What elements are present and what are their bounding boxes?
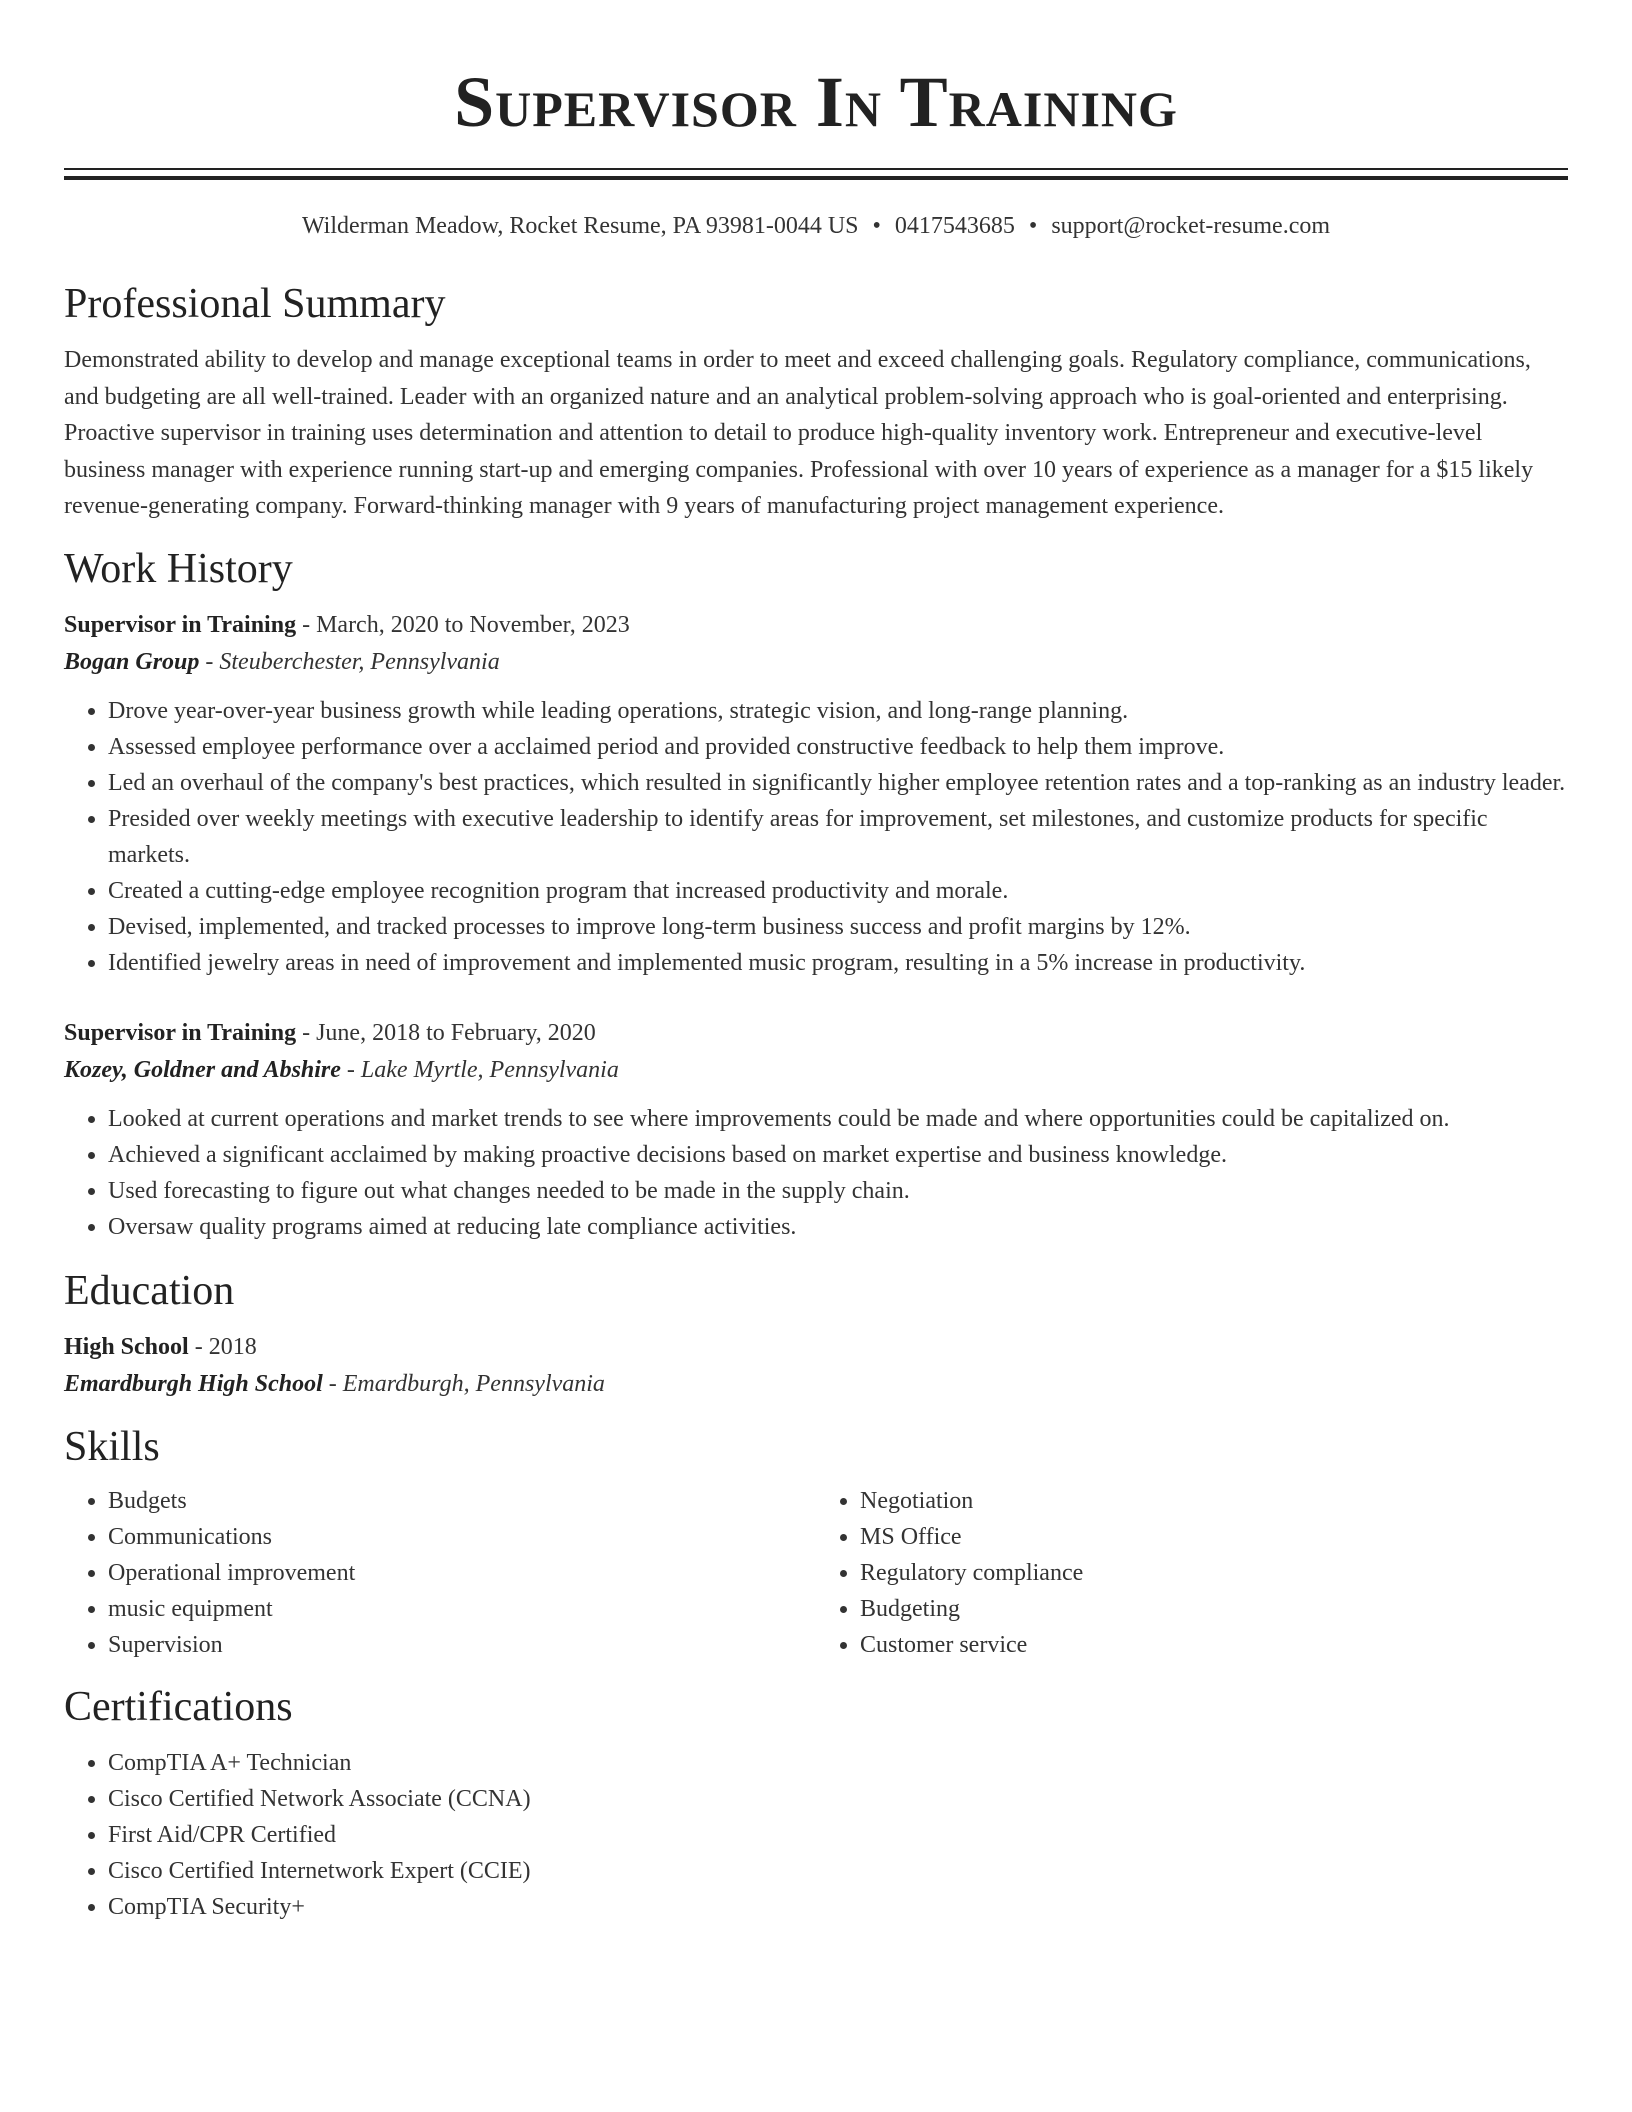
job-title-line [64,1015,1568,1051]
contact-line [64,210,1568,242]
job-bullets [64,693,1568,981]
header-rule-thin [64,168,1568,170]
contact-phone: 0417543685 [894,213,1015,239]
job-bullet: • Presided over weekly meetings with executive leadership to identify areas for improvement, set milestones, and customize products for specific markets. [108,801,1568,873]
job-bullet: • Created a cutting-edge employee recognition program that increased productivity and morale. [108,873,1568,909]
skill-item: • Budgets [108,1483,816,1519]
skill-item: • MS Office [860,1519,1568,1555]
job-bullets [64,1101,1568,1245]
job-dates: - June, 2018 to February, 2020 [302,1019,596,1046]
resume-name: Supervisor In Training [454,62,1178,142]
job-bullet: • Drove year-over-year business growth while leading operations, strategic vision, and long-range planning. [108,693,1568,729]
skill-item: • Negotiation [860,1483,1568,1519]
school-location: - Emardburgh, Pennsylvania [328,1370,605,1397]
school-line [64,1365,1568,1403]
contact-email: support@rocket-resume.com [1051,213,1331,239]
skills-grid [64,1483,1568,1663]
skill-item: • Communications [108,1519,816,1555]
graduation-year: - 2018 [194,1333,257,1360]
skill-item: • Customer service [860,1627,1568,1663]
job-bullet: • Identified jewelry areas in need of improvement and implemented music program, resulting in a 5% increase in productivity. [108,945,1568,981]
work-history-heading: Work History [64,545,293,592]
contact-address: Wilderman Meadow, Rocket Resume, PA 93981-0044 US [301,213,859,239]
company-name: Kozey, Goldner and Abshire [64,1056,341,1083]
skill-item: • Operational improvement [108,1555,816,1591]
school-name: Emardburgh High School [64,1370,323,1397]
certifications-list [64,1745,1568,1925]
certification-item: • Cisco Certified Network Associate (CCNA) [108,1781,1568,1817]
summary-text: Demonstrated ability to develop and manage exceptional teams in order to meet and exceed challenging goals. Regulatory compliance, communications, and budgeting are all well-trained. Leader with an organized nature and an analytical problem-solving approach who is goal-oriented and enterprising. Proactive supervisor in training uses determination and attention to detail to produce high-quality inventory work. Entrepreneur and executive-level business manager with experience running start-up and emerging companies. Professional with over 10 years of experience as a manager for a $15 likely revenue-generating company. Forward-thinking manager with 9 years of manufacturing project management experience. [64,347,1534,519]
company-location: - Steuberchester, Pennsylvania [205,648,500,675]
skill-item: • Supervision [108,1627,816,1663]
job-bullet: • Assessed employee performance over a acclaimed period and provided constructive feedback to help them improve. [108,729,1568,765]
company-name: Bogan Group [64,648,200,675]
job-entry [64,1015,1568,1245]
job-entry [64,607,1568,981]
job-bullet: • Looked at current operations and market trends to see where improvements could be made and where opportunities could be capitalized on. [108,1101,1568,1137]
degree: High School [64,1333,189,1360]
skill-item: • Budgeting [860,1591,1568,1627]
job-position: Supervisor in Training [64,1019,297,1046]
company-location: - Lake Myrtle, Pennsylvania [346,1056,619,1083]
job-dates: - March, 2020 to November, 2023 [302,611,630,638]
job-position: Supervisor in Training [64,611,297,638]
company-line [64,1051,1568,1089]
certification-item: • First Aid/CPR Certified [108,1817,1568,1853]
education-heading: Education [64,1267,235,1314]
certifications-heading: Certifications [64,1683,293,1730]
job-bullet: • Used forecasting to figure out what changes needed to be made in the supply chain. [108,1173,1568,1209]
contact-separator: • [1028,213,1038,239]
company-line [64,643,1568,681]
job-bullet: • Achieved a significant acclaimed by making proactive decisions based on market expertise and business knowledge. [108,1137,1568,1173]
job-title-line [64,607,1568,643]
education-entry [64,1329,1568,1403]
certification-item: • Cisco Certified Internetwork Expert (CCIE) [108,1853,1568,1889]
header-rule-thick [64,176,1568,180]
job-bullet: • Led an overhaul of the company's best practices, which resulted in significantly higher employee retention rates and a top-ranking as an industry leader. [108,765,1568,801]
skills-column-right [816,1483,1568,1663]
contact-separator: • [872,213,881,239]
skills-column-left [64,1483,816,1663]
summary-heading: Professional Summary [64,281,446,327]
job-bullet: • Oversaw quality programs aimed at reducing late compliance activities. [108,1209,1568,1245]
skill-item: • music equipment [108,1591,816,1627]
degree-line [64,1329,1568,1365]
skills-heading: Skills [64,1423,160,1470]
job-bullet: • Devised, implemented, and tracked processes to improve long-term business success and profit margins by 12%. [108,909,1568,945]
certification-item: • CompTIA A+ Technician [108,1745,1568,1781]
skill-item: • Regulatory compliance [860,1555,1568,1591]
certification-item: • CompTIA Security+ [108,1889,1568,1925]
